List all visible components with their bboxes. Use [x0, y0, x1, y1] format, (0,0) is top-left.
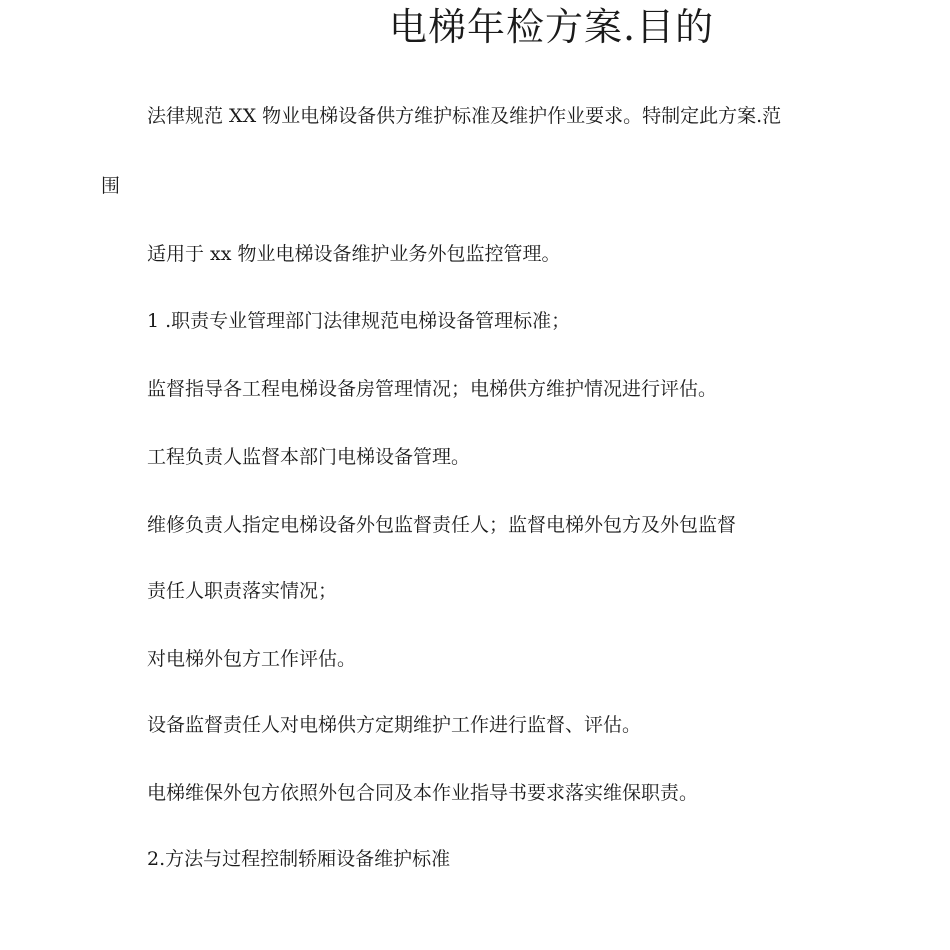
paragraph-responsibility: 1 .职责专业管理部门法律规范电梯设备管理标准； [147, 310, 571, 332]
paragraph-purpose: 法律规范 XX 物业电梯设备供方维护标准及维护作业要求。特制定此方案.范 [147, 105, 782, 127]
paragraph-method-heading: 2.方法与过程控制轿厢设备维护标准 [147, 848, 451, 870]
paragraph-evaluation: 对电梯外包方工作评估。 [147, 648, 357, 670]
document-title: 电梯年检方案.目的 [389, 5, 715, 49]
paragraph-project-lead: 工程负责人监督本部门电梯设备管理。 [147, 446, 471, 468]
paragraph-supervision: 监督指导各工程电梯设备房管理情况；电梯供方维护情况进行评估。 [147, 378, 718, 400]
paragraph-contractor: 电梯维保外包方依照外包合同及本作业指导书要求落实维保职责。 [147, 782, 699, 804]
paragraph-maintenance-lead: 维修负责人指定电梯设备外包监督责任人；监督电梯外包方及外包监督 [147, 514, 737, 536]
paragraph-maintenance-lead-cont: 责任人职责落实情况； [147, 580, 338, 602]
paragraph-scope: 适用于 xx 物业电梯设备维护业务外包监控管理。 [147, 243, 561, 265]
paragraph-equipment-supervisor: 设备监督责任人对电梯供方定期维护工作进行监督、评估。 [147, 714, 642, 736]
paragraph-scope-heading: 围 [101, 175, 121, 197]
